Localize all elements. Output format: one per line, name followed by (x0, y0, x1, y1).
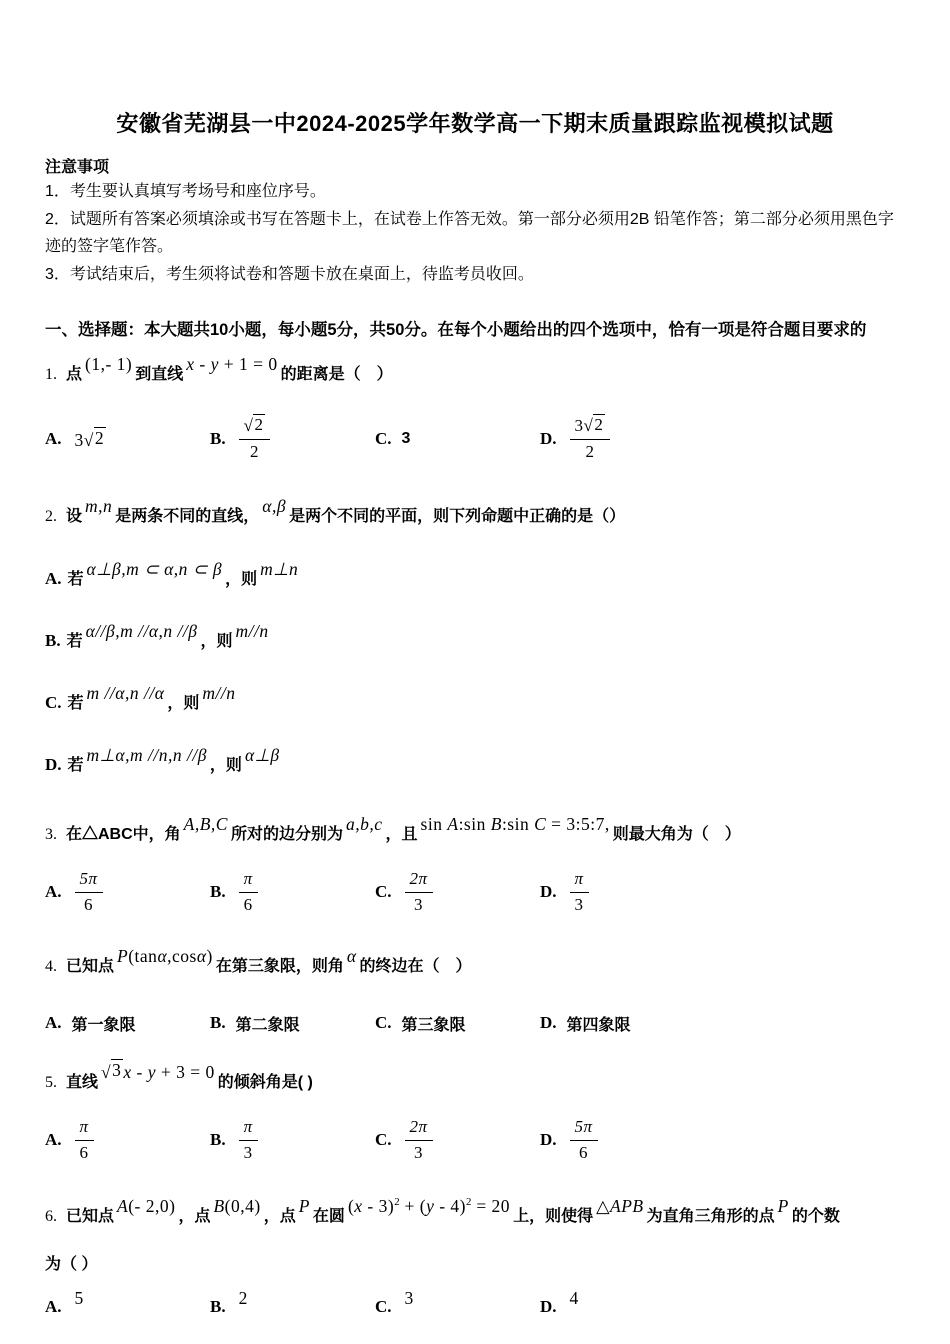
notice-item: 2．试题所有答案必须填涂或书写在答题卡上，在试卷上作答无效。第一部分必须用2B 铅笔作答；第二部分必须用黑色字迹的签字笔作答。 (45, 211, 894, 255)
fraction-numerator (570, 868, 589, 893)
math-run (570, 1116, 598, 1165)
math-italic: α (196, 946, 207, 966)
question-stem (45, 1192, 905, 1236)
math-italic: x (186, 354, 195, 374)
math-text: 6 (243, 894, 253, 914)
option-label: C. (375, 1013, 392, 1032)
math-text: 2 (254, 414, 264, 434)
question-number: 1. (45, 366, 57, 383)
option-label: D. (45, 755, 62, 774)
math-run (570, 868, 589, 917)
math-text: :sin (458, 814, 491, 834)
option (45, 1287, 210, 1318)
math-italic: APB (610, 1196, 644, 1216)
option-label: D. (540, 882, 557, 901)
math-italic: a,b,c (346, 814, 383, 834)
math-italic: P (117, 946, 129, 966)
math-italic: 5π (79, 868, 98, 888)
math-text: - 3) (362, 1196, 395, 1216)
math-run (596, 1187, 644, 1225)
math-fraction (75, 868, 103, 917)
math-run (87, 737, 207, 773)
math-run (260, 551, 298, 587)
math-text: (tan (128, 946, 158, 966)
math-run (184, 805, 228, 843)
option-label: C. (375, 882, 392, 901)
math-fraction (405, 1116, 433, 1165)
option-label: A. (45, 569, 62, 588)
math-run (85, 345, 132, 383)
option-label: A. (45, 1130, 62, 1149)
option-label: B. (210, 882, 226, 901)
math-run (405, 1116, 433, 1165)
fraction-numerator (405, 868, 433, 893)
sqrt-radicand (94, 427, 106, 449)
option (45, 427, 210, 451)
math-fraction (570, 414, 611, 464)
option-label: A. (45, 1013, 62, 1032)
fraction-denominator (239, 893, 258, 917)
notice-heading: 注意事项 (45, 159, 110, 176)
math-fraction (75, 1116, 94, 1165)
question-1 (45, 354, 905, 470)
text-run: 在圆 (312, 1208, 345, 1225)
fraction-numerator (75, 1116, 94, 1141)
math-row (596, 1196, 644, 1216)
option (45, 1012, 210, 1035)
math-italic: A (447, 814, 459, 834)
math-italic: 2π (409, 1116, 428, 1136)
text-run: ，点 (263, 1208, 296, 1225)
math-text: 6 (579, 1142, 589, 1162)
text-run: ，且 (385, 826, 418, 843)
math-italic: π (79, 1116, 89, 1136)
option (540, 414, 905, 464)
option (210, 1287, 375, 1318)
fraction-denominator (239, 1141, 258, 1165)
text-run: 的终边在（ ） (359, 958, 472, 975)
math-text: 3 (404, 1287, 414, 1308)
math-run (347, 937, 357, 975)
math-italic: C (534, 814, 547, 834)
math-run (75, 1116, 94, 1165)
math-italic: π (574, 868, 584, 888)
math-text: (1,- 1) (85, 354, 133, 374)
option-label: C. (45, 693, 62, 712)
option-label: C. (375, 429, 392, 448)
math-text: 2 (238, 1287, 248, 1308)
math-text: 6 (84, 894, 94, 914)
math-run (239, 1116, 258, 1165)
text-run: 若 (67, 571, 84, 588)
math-text: 2 (466, 1196, 472, 1208)
math-italic: B (213, 1196, 225, 1216)
math-text: 2 (394, 1196, 400, 1208)
fraction-denominator (75, 893, 103, 917)
text-run: 已知点 (66, 1208, 115, 1225)
math-text: 3 (414, 894, 424, 914)
option (45, 684, 905, 722)
math-text: (- 2,0) (128, 1196, 176, 1216)
math-run (75, 427, 107, 451)
math-text: + 1 = 0 (218, 354, 278, 374)
option-label: C. (375, 1297, 392, 1316)
option-label: B. (210, 1297, 226, 1316)
text-run: 直线 (66, 1074, 99, 1091)
option-label: D. (540, 1013, 557, 1032)
text-run: 若 (66, 633, 83, 650)
math-text: 2 (585, 442, 595, 462)
option (45, 868, 210, 917)
math-text: (0,4) (224, 1196, 261, 1216)
notice-list (45, 178, 905, 288)
text-run: 是两条不同的直线， (115, 508, 260, 525)
text-run: 第三象限 (401, 1016, 466, 1034)
math-sqrt (584, 414, 606, 435)
sqrt-radicand (253, 414, 265, 435)
math-text: sin (420, 814, 448, 834)
math-run (85, 487, 112, 525)
math-italic: α (157, 946, 168, 966)
option (540, 1287, 905, 1318)
option-label: B. (45, 631, 61, 650)
question-number: 4. (45, 958, 57, 975)
text-run: ，点 (178, 1208, 211, 1225)
question-number: 2. (45, 508, 57, 525)
text-run: 为（ ） (45, 1256, 98, 1273)
text-run: 3 (401, 430, 411, 447)
question-stem (45, 496, 905, 536)
math-italic: x (354, 1196, 363, 1216)
question-6 (45, 1192, 905, 1328)
text-run: 点 (66, 366, 83, 383)
math-fraction (239, 868, 258, 917)
math-run (570, 1288, 579, 1309)
fraction-numerator (239, 868, 258, 893)
fraction-denominator (570, 893, 589, 917)
option-label: A. (45, 1297, 62, 1316)
math-run (299, 1187, 310, 1225)
option (375, 1012, 540, 1035)
notice-item: 1．考生要认真填写考场号和座位序号。 (45, 183, 326, 200)
math-text: + 3 = 0 (156, 1062, 215, 1082)
math-italic: m⊥n (260, 559, 299, 579)
math-run (239, 1288, 248, 1309)
sqrt-radicand (111, 1059, 123, 1081)
math-italic: B (490, 814, 502, 834)
math-text: - (131, 1062, 148, 1082)
math-run (202, 675, 235, 711)
question-list (45, 354, 905, 1328)
sqrt-symbol: √ (101, 1062, 112, 1082)
math-text: 5 (74, 1287, 84, 1308)
math-text: 2 (594, 414, 604, 434)
option-label: B. (210, 1130, 226, 1149)
math-italic: m//n (235, 621, 269, 641)
text-run: 是两个不同的平面，则下列命题中正确的是（） (289, 508, 626, 525)
math-row (75, 430, 107, 450)
math-row (213, 1196, 260, 1216)
option (210, 1012, 375, 1035)
sqrt-radicand (593, 414, 605, 435)
text-run: 为直角三角形的点 (646, 1208, 775, 1225)
math-row (117, 946, 213, 966)
math-sqrt (101, 1059, 123, 1081)
math-fraction (239, 1116, 258, 1165)
fraction-numerator (405, 1116, 433, 1141)
math-run (75, 1288, 84, 1309)
math-run (87, 551, 223, 587)
option-label: C. (375, 1130, 392, 1149)
text-run: 到直线 (135, 366, 184, 383)
question-2 (45, 496, 905, 784)
text-run: 第二象限 (235, 1016, 300, 1034)
option-label: B. (210, 1013, 226, 1032)
option-label: A. (45, 882, 62, 901)
text-run: 设 (66, 508, 83, 525)
text-run: 已知点 (66, 958, 115, 975)
math-run (348, 1183, 510, 1225)
math-run (778, 1187, 789, 1225)
fraction-denominator (405, 1141, 433, 1165)
text-run: 的个数 (791, 1208, 840, 1225)
option-label: B. (210, 428, 226, 448)
math-italic: A,B,C (183, 814, 228, 834)
fraction-numerator (570, 414, 611, 440)
option (45, 560, 905, 598)
options-row (45, 1008, 905, 1038)
fraction-denominator (570, 1141, 598, 1165)
math-fraction (405, 868, 433, 917)
math-italic: α⊥β,m ⊂ α,n ⊂ β (86, 559, 223, 579)
math-italic: 5π (574, 1116, 593, 1136)
math-row (421, 814, 610, 834)
math-italic: α (346, 946, 357, 966)
math-italic: α,β (262, 496, 287, 516)
math-italic: y (426, 1196, 435, 1216)
option (540, 868, 905, 917)
math-run (213, 1187, 260, 1225)
math-italic: P (298, 1196, 310, 1216)
text-run: 若 (67, 757, 84, 774)
text-run: 所对的边分别为 (230, 826, 343, 843)
math-italic: y (147, 1062, 157, 1082)
math-text: ( (347, 1196, 355, 1216)
math-text: 3 (243, 1142, 253, 1162)
math-run (101, 1053, 215, 1091)
math-fraction (239, 414, 271, 464)
notice-item: 3．考试结束后，考生须将试卷和答题卡放在桌面上，待监考员收回。 (45, 266, 534, 283)
math-run (87, 675, 165, 711)
math-italic: A (117, 1196, 129, 1216)
option (375, 1116, 540, 1165)
math-run (405, 1288, 414, 1309)
options-row (45, 408, 905, 470)
math-sqrt (244, 414, 266, 435)
question-stem-line2 (45, 1250, 905, 1280)
math-text: - (194, 354, 211, 374)
question-3 (45, 814, 905, 920)
math-italic: π (243, 1116, 253, 1136)
math-run (239, 414, 271, 464)
fraction-denominator (239, 440, 271, 464)
math-italic: P (777, 1196, 789, 1216)
math-text: ) (206, 946, 213, 966)
text-run: 的倾斜角是( ) (217, 1074, 313, 1091)
math-run (570, 414, 611, 464)
question-stem (45, 1062, 905, 1102)
text-run: 在△ABC中，角 (66, 826, 181, 843)
math-italic: m //α,n //α (86, 683, 165, 703)
math-run (245, 737, 280, 773)
question-number: 5. (45, 1074, 57, 1091)
math-text: = 3:5:7, (546, 814, 610, 834)
sqrt-symbol: √ (583, 416, 594, 436)
question-number: 3. (45, 826, 57, 843)
math-text: = 20 (471, 1196, 511, 1216)
text-run: 在第三象限，则角 (215, 958, 344, 975)
math-italic: y (210, 354, 219, 374)
math-run (405, 868, 433, 917)
option (375, 429, 540, 449)
sqrt-symbol: √ (243, 416, 254, 436)
fraction-numerator (239, 414, 271, 440)
question-4 (45, 946, 905, 1038)
math-text: 2 (94, 428, 105, 449)
math-fraction (570, 1116, 598, 1165)
section-heading: 一、选择题：本大题共10小题，每小题5分，共50分。在每个小题给出的四个选项中，恰有一项是符合题目要求的 (45, 321, 867, 339)
math-run (236, 613, 269, 649)
page-title: 安徽省芜湖县一中2024-2025学年数学高一下期末质量跟踪监视模拟试题 (116, 111, 834, 136)
math-text: 6 (79, 1142, 89, 1162)
math-run (117, 1187, 175, 1225)
options-row (45, 1112, 905, 1168)
fraction-numerator (75, 868, 103, 893)
math-text: 3 (574, 416, 584, 436)
option (540, 1012, 905, 1035)
question-5 (45, 1062, 905, 1168)
text-run: 第四象限 (566, 1016, 631, 1034)
math-row (101, 1062, 215, 1082)
math-italic: α⊥β (244, 745, 280, 765)
math-row (575, 416, 606, 435)
math-italic: 2π (409, 868, 428, 888)
math-text: 3 (574, 894, 584, 914)
option (210, 1116, 375, 1165)
option (375, 868, 540, 917)
math-text: ,cos (167, 946, 197, 966)
question-stem (45, 354, 905, 394)
math-fraction (570, 868, 589, 917)
math-text: 4 (569, 1287, 579, 1308)
options-row (45, 1286, 905, 1328)
text-run: ，则 (225, 571, 258, 588)
math-run (186, 345, 277, 383)
option (210, 868, 375, 917)
math-italic: α//β,m //α,n //β (85, 621, 198, 641)
fraction-denominator (570, 440, 611, 464)
text-run: 上，则使得 (513, 1208, 594, 1225)
math-text: 2 (250, 442, 260, 462)
text-run: ，则 (200, 633, 233, 650)
math-text: 3 (74, 429, 84, 450)
math-text: 3 (414, 1142, 424, 1162)
math-text: - 4) (434, 1196, 467, 1216)
option-label: D. (540, 1130, 557, 1149)
math-italic: x (123, 1062, 132, 1082)
math-text: △ (596, 1196, 611, 1216)
math-run (75, 868, 103, 917)
option (375, 1287, 540, 1318)
math-run (421, 805, 610, 843)
math-row (117, 1196, 175, 1216)
text-run: ，则 (209, 757, 242, 774)
math-run (239, 868, 258, 917)
text-run: 若 (67, 695, 84, 712)
option (540, 1116, 905, 1165)
math-italic: m⊥α,m //n,n //β (86, 745, 207, 765)
text-run: 第一象限 (71, 1016, 136, 1034)
fraction-numerator (570, 1116, 598, 1141)
math-italic: m//n (202, 683, 236, 703)
text-run: ，则 (167, 695, 200, 712)
options-row (45, 864, 905, 920)
math-sqrt (84, 427, 106, 449)
math-text: :sin (501, 814, 535, 834)
option-label: D. (540, 1297, 557, 1316)
math-text: + ( (399, 1196, 427, 1216)
math-text: 3 (112, 1060, 122, 1081)
question-stem (45, 814, 905, 854)
math-row (348, 1196, 510, 1216)
math-run (262, 487, 286, 525)
text-run: 则最大角为（ ） (612, 826, 741, 843)
option (45, 1116, 210, 1165)
text-run: 的距离是（ ） (280, 366, 393, 383)
option-label: D. (540, 428, 557, 448)
math-italic: π (243, 868, 253, 888)
option (210, 414, 375, 464)
math-run (117, 937, 213, 975)
option (45, 622, 905, 660)
question-stem (45, 946, 905, 986)
math-run (86, 613, 198, 649)
fraction-numerator (239, 1116, 258, 1141)
fraction-denominator (405, 893, 433, 917)
math-row (186, 354, 277, 374)
option (45, 746, 905, 784)
fraction-denominator (75, 1141, 94, 1165)
sqrt-symbol: √ (83, 429, 94, 450)
math-italic: m,n (85, 496, 113, 516)
math-run (346, 805, 383, 843)
option-label: A. (45, 429, 62, 448)
question-number: 6. (45, 1208, 57, 1225)
